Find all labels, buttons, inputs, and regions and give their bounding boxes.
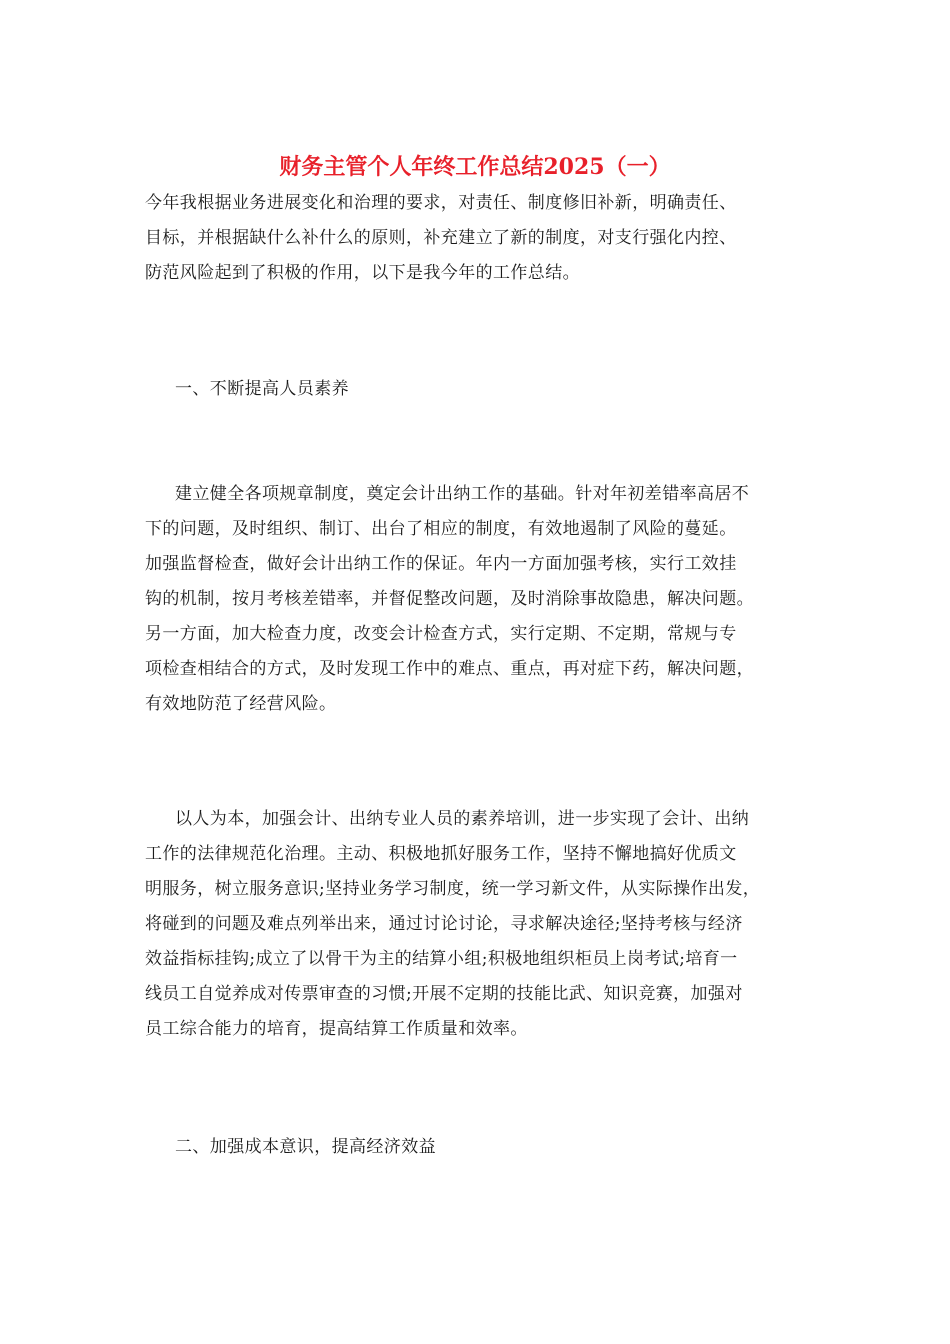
paragraph-line: 项检查相结合的方式，及时发现工作中的难点、重点，再对症下药，解决问题，: [145, 659, 754, 679]
paragraph-line: 建立健全各项规章制度，奠定会计出纳工作的基础。针对年初差错率高居不: [175, 484, 750, 504]
paragraph-line: 员工综合能力的培育，提高结算工作质量和效率。: [145, 1019, 528, 1039]
intro-line: 目标，并根据缺什么补什么的原则，补充建立了新的制度，对支行强化内控、: [145, 228, 737, 248]
paragraph-line: 下的问题，及时组织、制订、出台了相应的制度，有效地遏制了风险的蔓延。: [145, 519, 737, 539]
intro-paragraph: [145, 186, 817, 291]
paragraph-line: 加强监督检查，做好会计出纳工作的保证。年内一方面加强考核，实行工效挂: [145, 554, 737, 574]
paragraph-line: 将碰到的问题及难点列举出来，通过讨论讨论，寻求解决途径;坚持考核与经济: [145, 914, 743, 934]
intro-line: 防范风险起到了积极的作用，以下是我今年的工作总结。: [145, 263, 580, 283]
body-paragraph-1: [145, 477, 817, 722]
paragraph-line: 以人为本，加强会计、出纳专业人员的素养培训，进一步实现了会计、出纳: [175, 809, 750, 829]
paragraph-line: 有效地防范了经营风险。: [145, 694, 337, 714]
paragraph-line: 工作的法律规范化治理。主动、积极地抓好服务工作，坚持不懈地搞好优质文: [145, 844, 737, 864]
paragraph-line: 钩的机制，按月考核差错率，并督促整改问题，及时消除事故隐患，解决问题。: [145, 589, 754, 609]
paragraph-line: 明服务，树立服务意识;坚持业务学习制度，统一学习新文件，从实际操作出发，: [145, 879, 761, 899]
paragraph-line: 另一方面，加大检查力度，改变会计检查方式，实行定期、不定期，常规与专: [145, 624, 737, 644]
body-paragraph-2: [145, 802, 817, 1047]
section-heading-2: 二、加强成本意识，提高经济效益: [175, 1137, 436, 1157]
intro-line: 今年我根据业务进展变化和治理的要求，对责任、制度修旧补新，明确责任、: [145, 193, 737, 213]
section-heading-1: 一、不断提高人员素养: [175, 379, 349, 399]
document-title: 财务主管个人年终工作总结2025（一）: [279, 154, 671, 180]
paragraph-line: 效益指标挂钩;成立了以骨干为主的结算小组;积极地组织柜员上岗考试;培育一: [145, 949, 738, 969]
paragraph-line: 线员工自觉养成对传票审查的习惯;开展不定期的技能比武、知识竞赛，加强对: [145, 984, 743, 1004]
